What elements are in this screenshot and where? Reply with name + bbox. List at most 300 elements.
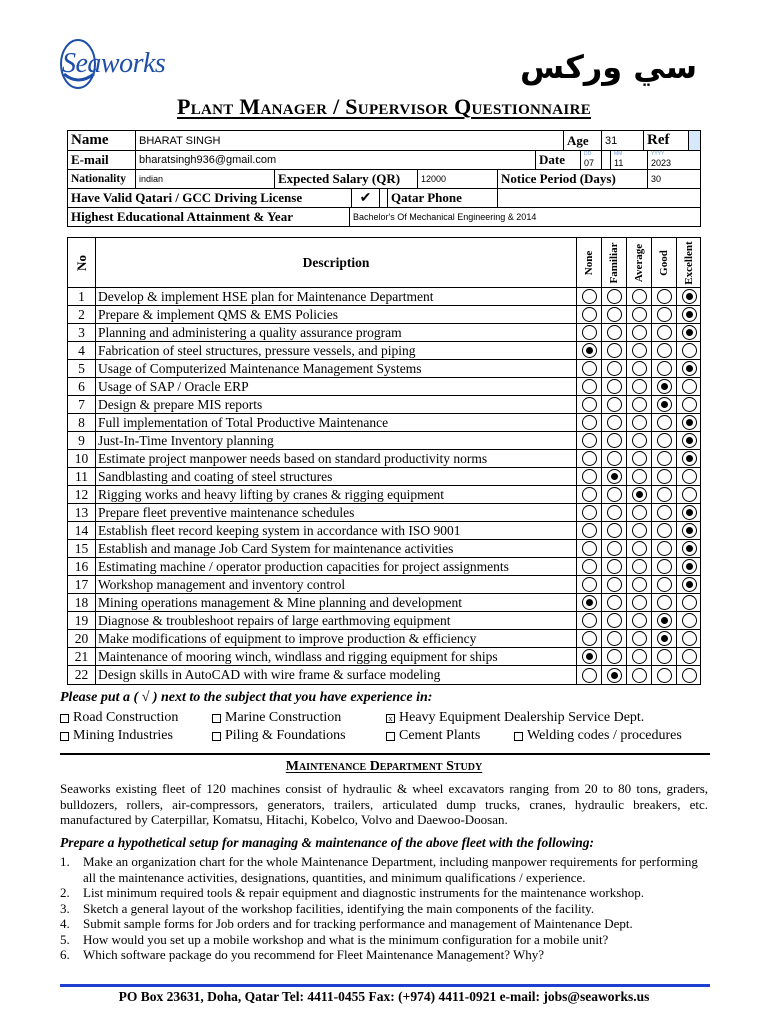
rating-radio-familiar[interactable]	[607, 631, 622, 646]
row-description: Design & prepare MIS reports	[96, 396, 577, 413]
rating-cell-average	[627, 468, 652, 485]
page-header	[0, 0, 768, 128]
radio-selected-dot	[686, 293, 693, 300]
rating-radio-familiar[interactable]	[607, 343, 622, 358]
rating-radio-none[interactable]	[582, 307, 597, 322]
date-year-hint: YYYY	[651, 151, 665, 157]
email-field[interactable]: bharatsingh936@gmail.com	[136, 151, 602, 169]
rating-cell-average	[627, 630, 652, 647]
checkbox[interactable]	[212, 732, 221, 741]
nationality-field[interactable]: indian	[136, 170, 275, 188]
rating-radio-excellent[interactable]	[682, 289, 697, 304]
rating-cell-average	[627, 414, 652, 431]
rating-radio-none[interactable]	[582, 289, 597, 304]
nationality-label: Nationality	[68, 170, 136, 188]
radio-selected-dot	[686, 437, 693, 444]
rating-cell-average	[627, 306, 652, 323]
date-month-field[interactable]: MM 11	[611, 151, 648, 169]
rating-radio-excellent[interactable]	[682, 343, 697, 358]
ref-label: Ref	[644, 131, 689, 150]
checkbox[interactable]	[212, 714, 221, 723]
radio-selected-dot	[686, 455, 693, 462]
no-column-header: No	[68, 238, 96, 287]
date-day-field[interactable]: DD 07	[581, 151, 611, 169]
email-label: E-mail	[68, 151, 136, 169]
maintenance-study-title: Maintenance Department Study	[285, 759, 483, 774]
license-checkbox[interactable]: ✔	[352, 189, 380, 207]
steps-list	[60, 854, 710, 963]
rating-cell-familiar	[602, 504, 627, 521]
skills-table	[67, 237, 701, 685]
rating-radio-none[interactable]	[582, 523, 597, 538]
row-description: Fabrication of steel structures, pressure vessels, and piping	[96, 342, 577, 359]
row-description: Design skills in AutoCAD with wire frame & surface modeling	[96, 666, 577, 684]
checkbox[interactable]	[386, 732, 395, 741]
radio-selected-dot	[661, 635, 668, 642]
rating-cell-none	[577, 504, 602, 521]
rating-cell-none	[577, 288, 602, 305]
checkbox-checked[interactable]: x	[386, 714, 395, 723]
row-description: Just-In-Time Inventory planning	[96, 432, 577, 449]
radio-selected-dot	[636, 491, 643, 498]
rating-cell-none	[577, 630, 602, 647]
rating-cell-excellent	[677, 486, 702, 503]
rating-cell-none	[577, 612, 602, 629]
rating-radio-average[interactable]	[632, 649, 647, 664]
rating-cell-none	[577, 342, 602, 359]
rating-radio-none[interactable]	[582, 577, 597, 592]
rating-radio-average[interactable]	[632, 595, 647, 610]
rating-cell-none	[577, 324, 602, 341]
rating-radio-average[interactable]	[632, 487, 647, 502]
rating-radio-average[interactable]	[632, 668, 647, 683]
arabic-company-name: سي وركس	[520, 48, 698, 86]
rating-cell-average	[627, 666, 652, 684]
rating-radio-good[interactable]	[657, 433, 672, 448]
checkbox[interactable]	[60, 732, 69, 741]
rating-radio-familiar[interactable]	[607, 325, 622, 340]
rating-cell-familiar	[602, 594, 627, 611]
rating-cell-average	[627, 324, 652, 341]
rating-cell-familiar	[602, 468, 627, 485]
rating-radio-familiar[interactable]	[607, 649, 622, 664]
rating-radio-excellent[interactable]	[682, 668, 697, 683]
rating-cell-none	[577, 432, 602, 449]
page-title: Plant Manager / Supervisor Questionnaire	[176, 94, 592, 119]
rating-radio-average[interactable]	[632, 307, 647, 322]
rating-radio-good[interactable]	[657, 577, 672, 592]
row-description: Diagnose & troubleshoot repairs of large earthmoving equipment	[96, 612, 577, 629]
rating-cell-familiar	[602, 558, 627, 575]
list-item: 5. How would you set up a mobile workshop and what is the minimum configuration for a mobile unit?	[60, 931, 609, 947]
table-row	[68, 594, 700, 612]
rating-cell-good	[652, 630, 677, 647]
rating-radio-good[interactable]	[657, 523, 672, 538]
rating-cell-good	[652, 306, 677, 323]
rating-radio-none[interactable]	[582, 541, 597, 556]
rating-cell-familiar	[602, 360, 627, 377]
row-description: Establish and manage Job Card System for maintenance activities	[96, 540, 577, 557]
rating-cell-average	[627, 522, 652, 539]
date-month-hint: MM	[614, 151, 623, 157]
skills-table-body	[68, 288, 700, 684]
rating-radio-good[interactable]	[657, 343, 672, 358]
rating-radio-excellent[interactable]	[682, 469, 697, 484]
rating-cell-familiar	[602, 432, 627, 449]
rating-radio-familiar[interactable]	[607, 541, 622, 556]
rating-radio-average[interactable]	[632, 343, 647, 358]
rating-cell-none	[577, 540, 602, 557]
rating-radio-familiar[interactable]	[607, 433, 622, 448]
rating-radio-good[interactable]	[657, 451, 672, 466]
rating-radio-none[interactable]	[582, 451, 597, 466]
row-number: 14	[68, 522, 96, 539]
rating-radio-familiar[interactable]	[607, 379, 622, 394]
name-label: Name	[68, 131, 136, 150]
rating-radio-none[interactable]	[582, 397, 597, 412]
rating-radio-excellent[interactable]	[682, 307, 697, 322]
rating-radio-excellent[interactable]	[682, 379, 697, 394]
rating-cell-good	[652, 450, 677, 467]
rating-radio-none[interactable]	[582, 433, 597, 448]
rating-radio-familiar[interactable]	[607, 451, 622, 466]
rating-cell-none	[577, 306, 602, 323]
rating-radio-familiar[interactable]	[607, 487, 622, 502]
row-description: Develop & implement HSE plan for Maintenance Department	[96, 288, 577, 305]
exp-item-welding-codes[interactable]: Welding codes / procedures	[514, 728, 682, 744]
row-number: 15	[68, 540, 96, 557]
rating-radio-good[interactable]	[657, 631, 672, 646]
row-description: Mining operations management & Mine planning and development	[96, 594, 577, 611]
rating-radio-excellent[interactable]	[682, 595, 697, 610]
radio-selected-dot	[686, 545, 693, 552]
row-number: 5	[68, 360, 96, 377]
rating-cell-excellent	[677, 612, 702, 629]
rating-radio-excellent[interactable]	[682, 487, 697, 502]
rating-radio-average[interactable]	[632, 379, 647, 394]
table-row	[68, 450, 700, 468]
rating-radio-average[interactable]	[632, 541, 647, 556]
rating-cell-average	[627, 486, 652, 503]
rating-radio-excellent[interactable]	[682, 559, 697, 574]
rating-radio-good[interactable]	[657, 397, 672, 412]
row-description: Make modifications of equipment to improve production & efficiency	[96, 630, 577, 647]
rating-cell-none	[577, 648, 602, 665]
rating-radio-familiar[interactable]	[607, 289, 622, 304]
row-number: 13	[68, 504, 96, 521]
rating-radio-good[interactable]	[657, 379, 672, 394]
row-number: 17	[68, 576, 96, 593]
rating-radio-excellent[interactable]	[682, 361, 697, 376]
info-row-name	[67, 130, 701, 151]
rating-cell-excellent	[677, 360, 702, 377]
name-field[interactable]: BHARAT SINGH	[136, 131, 564, 150]
license-label: Have Valid Qatari / GCC Driving License	[68, 189, 352, 207]
rating-radio-average[interactable]	[632, 505, 647, 520]
exp-item-mining-industries[interactable]: Mining Industries	[60, 728, 173, 744]
rating-radio-average[interactable]	[632, 469, 647, 484]
rating-cell-familiar	[602, 522, 627, 539]
rating-radio-none[interactable]	[582, 415, 597, 430]
table-row	[68, 666, 700, 684]
rating-radio-average[interactable]	[632, 523, 647, 538]
rating-cell-familiar	[602, 288, 627, 305]
applicant-info-grid	[67, 130, 701, 227]
rating-radio-none[interactable]	[582, 559, 597, 574]
rating-radio-none[interactable]	[582, 649, 597, 664]
rating-radio-average[interactable]	[632, 397, 647, 412]
rating-radio-average[interactable]	[632, 559, 647, 574]
row-number: 11	[68, 468, 96, 485]
rating-radio-familiar[interactable]	[607, 523, 622, 538]
rating-cell-excellent	[677, 540, 702, 557]
exp-item-piling-foundations[interactable]: Piling & Foundations	[212, 728, 346, 744]
row-description: Full implementation of Total Productive Maintenance	[96, 414, 577, 431]
rating-radio-average[interactable]	[632, 361, 647, 376]
rating-radio-familiar[interactable]	[607, 361, 622, 376]
rating-radio-none[interactable]	[582, 379, 597, 394]
rating-radio-none[interactable]	[582, 487, 597, 502]
date-year-field[interactable]: YYYY 2023	[651, 151, 672, 168]
rating-cell-familiar	[602, 648, 627, 665]
education-field[interactable]: Bachelor's Of Mechanical Engineering & 2014	[353, 212, 537, 222]
rating-cell-average	[627, 576, 652, 593]
checkbox[interactable]	[514, 732, 523, 741]
rating-cell-average	[627, 504, 652, 521]
table-row	[68, 432, 700, 450]
rating-cell-good	[652, 612, 677, 629]
rating-cell-good	[652, 288, 677, 305]
row-description: Usage of SAP / Oracle ERP	[96, 378, 577, 395]
rating-radio-excellent[interactable]	[682, 541, 697, 556]
rating-cell-excellent	[677, 306, 702, 323]
rating-radio-average[interactable]	[632, 577, 647, 592]
rating-cell-good	[652, 504, 677, 521]
table-row	[68, 648, 700, 666]
exp-item-road-construction[interactable]: Road Construction	[60, 710, 178, 726]
rating-radio-familiar[interactable]	[607, 469, 622, 484]
rating-radio-good[interactable]	[657, 613, 672, 628]
row-number: 2	[68, 306, 96, 323]
age-label: Age	[564, 131, 602, 150]
rating-radio-good[interactable]	[657, 541, 672, 556]
rating-radio-good[interactable]	[657, 649, 672, 664]
rating-radio-familiar[interactable]	[607, 559, 622, 574]
exp-item-heavy-equipment[interactable]: x Heavy Equipment Dealership Service Dept.	[386, 710, 644, 726]
rating-radio-excellent[interactable]	[682, 631, 697, 646]
notice-period-field[interactable]: 30	[651, 174, 662, 184]
table-row	[68, 612, 700, 630]
salary-label: Expected Salary (QR)	[275, 170, 418, 188]
rating-radio-excellent[interactable]	[682, 415, 697, 430]
rating-radio-familiar[interactable]	[607, 415, 622, 430]
rating-cell-average	[627, 342, 652, 359]
rating-cell-excellent	[677, 414, 702, 431]
salary-field[interactable]: 12000	[418, 170, 498, 188]
rating-radio-average[interactable]	[632, 415, 647, 430]
rating-radio-familiar[interactable]	[607, 505, 622, 520]
rating-header-familiar: Familiar	[602, 238, 627, 287]
rating-cell-none	[577, 396, 602, 413]
list-item: 2. List minimum required tools & repair equipment and diagnostic instruments for the maintenance workshop.	[60, 885, 645, 900]
rating-radio-familiar[interactable]	[607, 307, 622, 322]
row-number: 7	[68, 396, 96, 413]
rating-radio-average[interactable]	[632, 613, 647, 628]
logo-text: Seaworks	[62, 48, 166, 79]
rating-radio-good[interactable]	[657, 325, 672, 340]
rating-cell-excellent	[677, 666, 702, 684]
education-label: Highest Educational Attainment & Year	[68, 208, 350, 226]
rating-cell-excellent	[677, 324, 702, 341]
row-number: 4	[68, 342, 96, 359]
rating-cell-excellent	[677, 468, 702, 485]
footer-divider	[60, 984, 710, 987]
rating-radio-good[interactable]	[657, 289, 672, 304]
rating-cell-excellent	[677, 558, 702, 575]
rating-radio-average[interactable]	[632, 433, 647, 448]
rating-cell-average	[627, 396, 652, 413]
rating-header-good: Good	[652, 238, 677, 287]
radio-selected-dot	[686, 329, 693, 336]
radio-selected-dot	[661, 401, 668, 408]
rating-radio-excellent[interactable]	[682, 397, 697, 412]
rating-radio-familiar[interactable]	[607, 397, 622, 412]
row-number: 21	[68, 648, 96, 665]
rating-radio-none[interactable]	[582, 613, 597, 628]
rating-radio-none[interactable]	[582, 343, 597, 358]
rating-radio-familiar[interactable]	[607, 613, 622, 628]
info-row-license	[67, 189, 701, 208]
row-description: Prepare fleet preventive maintenance schedules	[96, 504, 577, 521]
rating-cell-none	[577, 594, 602, 611]
license-spacer	[380, 189, 388, 207]
description-column-header: Description	[96, 238, 577, 287]
radio-selected-dot	[686, 581, 693, 588]
rating-radio-excellent[interactable]	[682, 325, 697, 340]
ref-field[interactable]	[689, 131, 700, 150]
rating-radio-none[interactable]	[582, 469, 597, 484]
row-description: Estimate project manpower needs based on standard productivity norms	[96, 450, 577, 467]
rating-header-none: None	[577, 238, 602, 287]
checkbox[interactable]	[60, 714, 69, 723]
rating-cell-good	[652, 522, 677, 539]
rating-cell-excellent	[677, 396, 702, 413]
radio-selected-dot	[586, 599, 593, 606]
list-item: 3. Sketch a general layout of the workshop facilities, identifying the main components of the facility.	[60, 900, 595, 916]
row-number: 20	[68, 630, 96, 647]
rating-cell-average	[627, 648, 652, 665]
experience-prompt: Please put a ( √ ) next to the subject that you have experience in:	[60, 690, 433, 705]
row-number: 22	[68, 666, 96, 684]
rating-cell-excellent	[677, 288, 702, 305]
rating-cell-none	[577, 468, 602, 485]
rating-cell-average	[627, 450, 652, 467]
rating-radio-excellent[interactable]	[682, 505, 697, 520]
rating-radio-none[interactable]	[582, 631, 597, 646]
table-row	[68, 504, 700, 522]
row-number: 3	[68, 324, 96, 341]
info-row-email	[67, 151, 701, 170]
prepare-heading: Prepare a hypothetical setup for managing & maintenance of the above fleet with the following:	[60, 835, 594, 850]
rating-radio-familiar[interactable]	[607, 577, 622, 592]
rating-radio-average[interactable]	[632, 451, 647, 466]
exp-item-cement-plants[interactable]: Cement Plants	[386, 728, 480, 744]
rating-cell-good	[652, 432, 677, 449]
radio-selected-dot	[661, 383, 668, 390]
table-row	[68, 540, 700, 558]
row-number: 1	[68, 288, 96, 305]
age-field[interactable]: 31	[602, 131, 644, 150]
radio-selected-dot	[686, 527, 693, 534]
rating-radio-good[interactable]	[657, 307, 672, 322]
rating-cell-average	[627, 432, 652, 449]
rating-cell-excellent	[677, 648, 702, 665]
rating-radio-familiar[interactable]	[607, 595, 622, 610]
rating-header-excellent: Excellent	[683, 241, 695, 285]
rating-radio-average[interactable]	[632, 631, 647, 646]
radio-selected-dot	[686, 365, 693, 372]
rating-cell-familiar	[602, 306, 627, 323]
rating-radio-good[interactable]	[657, 415, 672, 430]
rating-radio-none[interactable]	[582, 668, 597, 683]
notice-period-label: Notice Period (Days)	[498, 170, 648, 188]
info-row-nationality	[67, 170, 701, 189]
row-number: 8	[68, 414, 96, 431]
rating-radio-good[interactable]	[657, 559, 672, 574]
rating-cell-good	[652, 486, 677, 503]
rating-radio-excellent[interactable]	[682, 433, 697, 448]
phone-field[interactable]	[498, 189, 700, 207]
rating-cell-good	[652, 378, 677, 395]
rating-radio-good[interactable]	[657, 469, 672, 484]
rating-cell-none	[577, 378, 602, 395]
rating-radio-good[interactable]	[657, 361, 672, 376]
info-row-education	[67, 208, 701, 227]
rating-radio-good[interactable]	[657, 668, 672, 683]
rating-radio-excellent[interactable]	[682, 523, 697, 538]
row-description: Establish fleet record keeping system in accordance with ISO 9001	[96, 522, 577, 539]
rating-cell-none	[577, 666, 602, 684]
rating-radio-good[interactable]	[657, 595, 672, 610]
rating-radio-average[interactable]	[632, 289, 647, 304]
row-description: Usage of Computerized Maintenance Management Systems	[96, 360, 577, 377]
row-description: Planning and administering a quality assurance program	[96, 324, 577, 341]
rating-radio-familiar[interactable]	[607, 668, 622, 683]
rating-cell-good	[652, 540, 677, 557]
table-row	[68, 342, 700, 360]
date-day-hint: DD	[584, 151, 592, 157]
rating-cell-familiar	[602, 450, 627, 467]
rating-radio-excellent[interactable]	[682, 613, 697, 628]
list-item: 1. Make an organization chart for the whole Maintenance Department, including manpower requirements for performing all the maintenance activities, designations, quantities, and minimum qualifications / experience.	[60, 854, 698, 885]
rating-cell-good	[652, 468, 677, 485]
exp-item-marine-construction[interactable]: Marine Construction	[212, 710, 341, 726]
rating-radio-excellent[interactable]	[682, 451, 697, 466]
rating-radio-none[interactable]	[582, 361, 597, 376]
rating-radio-none[interactable]	[582, 505, 597, 520]
rating-radio-good[interactable]	[657, 487, 672, 502]
rating-radio-good[interactable]	[657, 505, 672, 520]
rating-radio-excellent[interactable]	[682, 577, 697, 592]
row-description: Rigging works and heavy lifting by cranes & rigging equipment	[96, 486, 577, 503]
rating-radio-excellent[interactable]	[682, 649, 697, 664]
row-description: Prepare & implement QMS & EMS Policies	[96, 306, 577, 323]
row-number: 19	[68, 612, 96, 629]
rating-cell-good	[652, 594, 677, 611]
rating-radio-none[interactable]	[582, 325, 597, 340]
rating-radio-none[interactable]	[582, 595, 597, 610]
rating-radio-average[interactable]	[632, 325, 647, 340]
